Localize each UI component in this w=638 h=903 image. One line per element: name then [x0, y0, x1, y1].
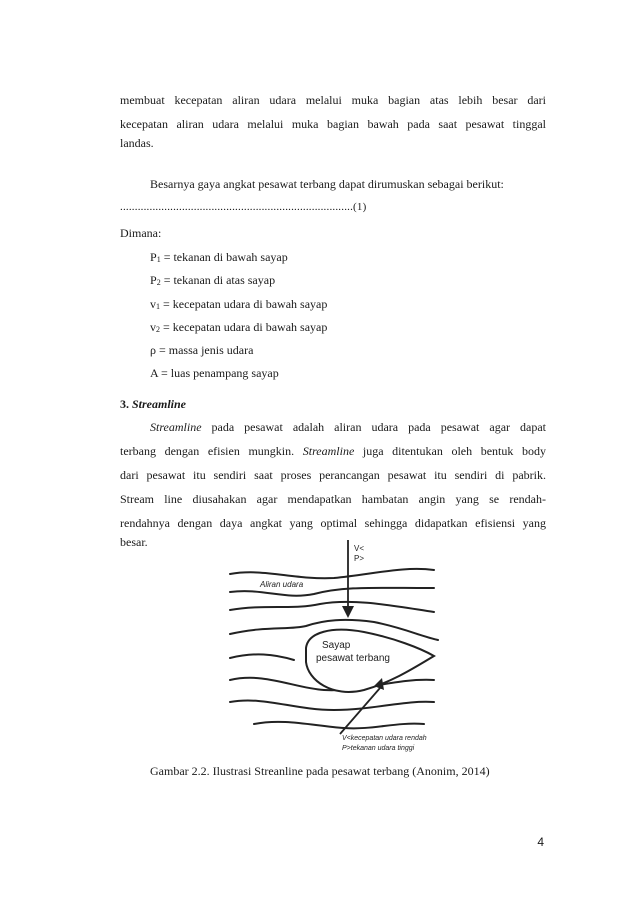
intro-line-1: membuat kecepatan aliran udara melalui muka bagian atas lebih besar dari — [120, 93, 546, 107]
page-number: 4 — [537, 835, 544, 849]
definition-symbol: v — [150, 297, 156, 311]
streamline-line-6: besar. — [120, 535, 148, 549]
definition-text: = massa jenis udara — [156, 343, 254, 357]
streamline-line-1-text: pada pesawat adalah aliran udara pada pesawat agar dapat — [201, 420, 546, 434]
streamline-line-2 — [120, 439, 546, 464]
streamline-8 — [254, 722, 424, 729]
definition-symbol: A — [150, 366, 159, 380]
section-heading — [120, 397, 186, 412]
definition-symbol: ρ — [150, 343, 156, 357]
streamline-5 — [230, 654, 294, 660]
streamline-figure — [224, 540, 440, 755]
intro-line-3: landas. — [120, 136, 154, 150]
down-arrow-icon — [342, 606, 354, 618]
figure-wing-label-1: Sayap — [322, 640, 351, 651]
definition-symbol: v — [150, 320, 156, 334]
equation-placeholder: ...............................................................................(1) — [120, 201, 367, 213]
figure-bottom-label-1: V<kecepatan udara rendah — [342, 735, 427, 742]
intro-line-2: kecepatan aliran udara melalui muka bagian bawah pada saat pesawat tinggal — [120, 117, 546, 131]
definition-subscript: 1 — [156, 255, 161, 264]
definition-symbol: P — [150, 250, 157, 264]
definition-rho — [150, 343, 253, 358]
definition-text: = tekanan di bawah sayap — [160, 250, 288, 264]
term-streamline-2: Streamline — [302, 444, 355, 458]
term-streamline: Streamline — [150, 420, 202, 434]
streamline-line-5: rendahnya dengan daya angkat yang optimal sehingga didapatkan efisiensi yang — [120, 516, 546, 530]
definition-text: = luas penampang sayap — [158, 366, 279, 380]
figure-top-label-1: V< — [354, 544, 365, 553]
definition-v1 — [150, 297, 327, 312]
figure-bottom-label-2: P>tekanan udara tinggi — [342, 745, 415, 752]
streamline-7 — [230, 701, 434, 710]
dimana-label: Dimana: — [120, 226, 162, 240]
streamline-line-1 — [150, 415, 546, 440]
definition-text: = kecepatan udara di bawah sayap — [160, 297, 328, 311]
streamline-line-2b: juga ditentukan oleh bentuk body — [354, 444, 546, 458]
definition-text: = tekanan di atas sayap — [160, 273, 276, 287]
streamline-line-2a: terbang dengan efisien mungkin. — [120, 444, 303, 458]
definition-p2 — [150, 273, 275, 288]
section-number: 3. — [120, 397, 129, 411]
section-title: Streamline — [132, 397, 187, 411]
figure-caption: Gambar 2.2. Ilustrasi Streanline pada pesawat terbang (Anonim, 2014) — [150, 764, 490, 778]
streamline-line-4: Stream line diusahakan agar mendapatkan hambatan angin yang se rendah- — [120, 492, 546, 506]
streamline-line-3: dari pesawat itu sendiri saat proses perancangan pesawat itu sendiri di pabrik. — [120, 468, 546, 482]
figure-wing-label-2: pesawat terbang — [316, 653, 390, 664]
definition-p1 — [150, 250, 288, 265]
definition-v2 — [150, 320, 327, 335]
definition-symbol: P — [150, 273, 157, 287]
figure-top-label-2: P> — [354, 554, 365, 563]
definition-subscript: 2 — [156, 278, 161, 287]
definition-subscript: 2 — [156, 325, 160, 334]
definition-a — [150, 366, 279, 381]
definition-text: = kecepatan udara di bawah sayap — [160, 320, 328, 334]
streamline-1 — [230, 569, 434, 578]
definition-subscript: 1 — [156, 302, 160, 311]
streamline-3 — [230, 602, 434, 612]
formula-intro: Besarnya gaya angkat pesawat terbang dapat dirumuskan sebagai berikut: — [150, 177, 504, 191]
figure-flow-label: Aliran udara — [260, 580, 304, 589]
